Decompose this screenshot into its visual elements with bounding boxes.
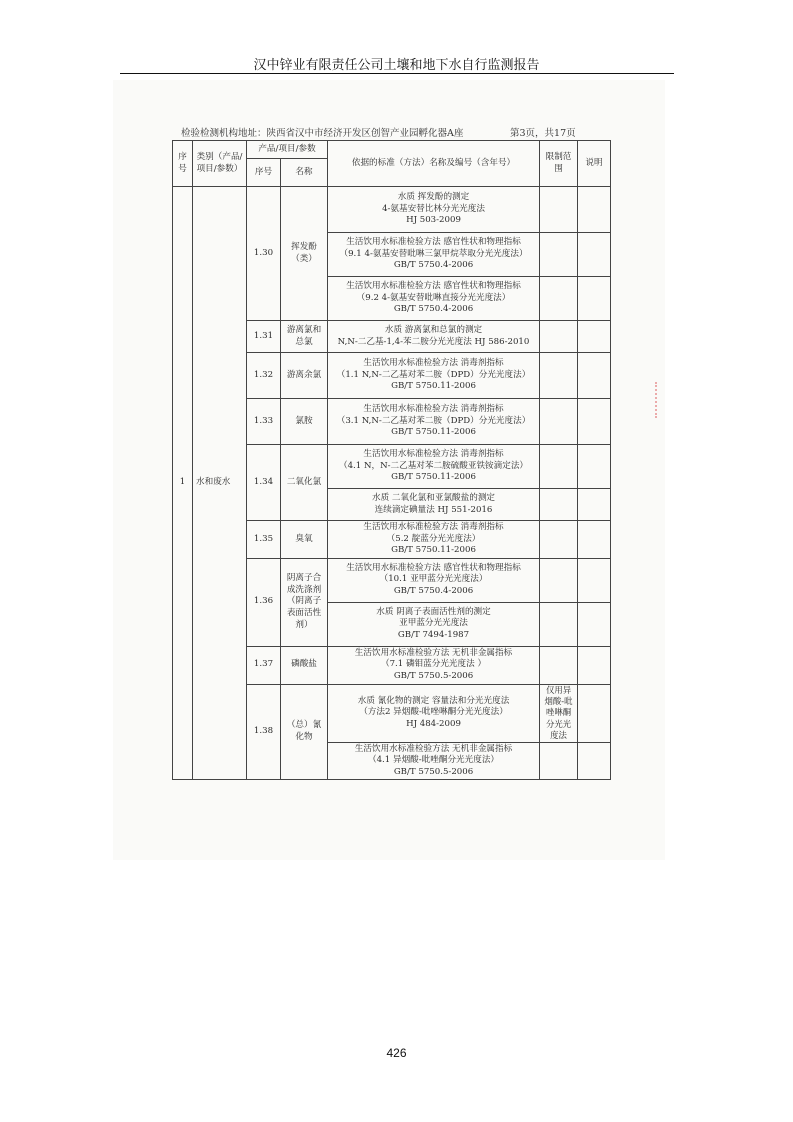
- limit-cell: [540, 742, 578, 780]
- header-category: 类别（产品/项目/参数）: [193, 141, 247, 187]
- standard-line: 生活饮用水标准检验方法 消毒剂指标: [363, 522, 504, 532]
- standard-line: 亚甲蓝分光光度法: [399, 618, 468, 629]
- standard-cell: [328, 521, 540, 559]
- standard-line: GB/T 5750.4-2006: [393, 304, 474, 315]
- standard-line: GB/T 5750.5-2006: [393, 670, 474, 681]
- item-name: 游离氯和总氯: [281, 321, 328, 353]
- limit-cell: [540, 321, 578, 353]
- standard-line: 生活饮用水标准检验方法 感官性状和物理指标: [346, 562, 521, 573]
- standard-cell: [328, 233, 540, 277]
- note-cell: [578, 187, 611, 233]
- standard-cell: [328, 445, 540, 489]
- standard-line: 连续滴定碘量法 HJ 551-2016: [374, 504, 493, 515]
- header-sub-seq: 序号: [247, 159, 281, 187]
- standard-cell: [328, 489, 540, 521]
- limit-cell: [540, 558, 578, 602]
- standard-line: 生活饮用水标准检验方法 感官性状和物理指标: [346, 237, 521, 248]
- org-address-line: 检验检测机构地址：陕西省汉中市经济开发区创智产业园孵化器A座: [181, 128, 464, 139]
- item-number: 1.36: [247, 558, 281, 646]
- item-name: 磷酸盐: [281, 646, 328, 684]
- header-note: 说明: [578, 141, 611, 187]
- item-number: 1.34: [247, 445, 281, 521]
- standard-line: GB/T 5750.5-2006: [393, 766, 474, 777]
- standard-line: （1.1 N,N-二乙基对苯二胺（DPD）分光光度法）: [336, 369, 531, 380]
- standard-cell: [328, 353, 540, 399]
- item-name: （总）氰化物: [281, 684, 328, 780]
- standard-line: 生活饮用水标准检验方法 消毒剂指标: [363, 449, 504, 460]
- note-cell: [578, 521, 611, 559]
- item-number: 1.35: [247, 521, 281, 559]
- limit-cell: [540, 399, 578, 445]
- standard-line: GB/T 5750.11-2006: [391, 472, 476, 483]
- document-header: 汉中锌业有限责任公司土壤和地下水自行监测报告: [253, 58, 540, 73]
- item-number: 1.37: [247, 646, 281, 684]
- page-info: 第3页，共17页: [510, 128, 576, 139]
- note-cell: [578, 445, 611, 489]
- standard-line: GB/T 5750.11-2006: [391, 381, 476, 392]
- standard-cell: [328, 646, 540, 684]
- item-number: 1.32: [247, 353, 281, 399]
- item-name: 挥发酚（类）: [281, 187, 328, 321]
- standard-line: （4.1 异烟酸-吡唑酮分光光度法）: [368, 755, 500, 766]
- limit-cell: [540, 353, 578, 399]
- standard-line: GB/T 5750.4-2006: [393, 260, 474, 271]
- table-row: [173, 187, 611, 233]
- standard-line: 生活饮用水标准检验方法 消毒剂指标: [363, 404, 504, 415]
- note-cell: [578, 353, 611, 399]
- standard-cell: [328, 277, 540, 321]
- standard-line: 水质 氰化物的测定 容量法和分光光度法: [357, 695, 510, 706]
- note-cell: [578, 558, 611, 602]
- seal-mark: [655, 382, 665, 418]
- limit-cell: [540, 602, 578, 646]
- note-cell: [578, 646, 611, 684]
- standard-line: 生活饮用水标准检验方法 感官性状和物理指标: [346, 281, 521, 292]
- header-seq: 序号: [173, 141, 193, 187]
- note-cell: [578, 321, 611, 353]
- table-body: [173, 187, 611, 780]
- item-name: 二氧化氯: [281, 445, 328, 521]
- standard-line: （9.2 4-氨基安替吡啉直接分光光度法）: [356, 292, 511, 303]
- limit-cell: [540, 646, 578, 684]
- note-cell: [578, 742, 611, 780]
- note-cell: [578, 399, 611, 445]
- standard-line: （3.1 N,N-二乙基对苯二胺（DPD）分光光度法）: [336, 415, 531, 426]
- item-number: 1.31: [247, 321, 281, 353]
- standard-cell: [328, 187, 540, 233]
- note-cell: [578, 489, 611, 521]
- standard-cell: [328, 742, 540, 780]
- standard-line: GB/T 5750.11-2006: [391, 427, 476, 438]
- standard-line: 生活饮用水标准检验方法 消毒剂指标: [363, 358, 504, 369]
- item-number: 1.30: [247, 187, 281, 321]
- standard-line: 生活饮用水标准检验方法 无机非金属指标: [354, 647, 513, 658]
- limit-cell: [540, 521, 578, 559]
- category-seq: 1: [173, 187, 193, 780]
- standard-line: （方法2 异烟酸-吡唑啉酮分光光度法）: [359, 707, 508, 718]
- standard-line: 4-氨基安替比林分光光度法: [382, 203, 485, 214]
- standard-cell: [328, 321, 540, 353]
- standard-line: 生活饮用水标准检验方法 无机非金属指标: [354, 743, 513, 754]
- standard-line: （5.2 靛蓝分光光度法）: [386, 533, 481, 544]
- page-number: 426: [386, 1046, 407, 1060]
- header-divider: [120, 73, 674, 74]
- limit-cell: [540, 277, 578, 321]
- header-name: 名称: [281, 159, 328, 187]
- standard-cell: [328, 399, 540, 445]
- standard-line: 水质 挥发酚的测定: [397, 192, 470, 203]
- standard-line: （7.1 磷钼蓝分光光度法 ）: [380, 659, 487, 670]
- standard-line: （9.1 4-氨基安替吡啉三氯甲烷萃取分光光度法）: [339, 248, 528, 259]
- limit-cell: [540, 233, 578, 277]
- header-limit: 限制范围: [540, 141, 578, 187]
- standard-cell: [328, 684, 540, 742]
- standard-line: GB/T 5750.4-2006: [393, 586, 474, 597]
- note-cell: [578, 602, 611, 646]
- standard-line: 水质 二氧化氯和亚氯酸盐的测定: [371, 492, 496, 503]
- item-name: 氯胺: [281, 399, 328, 445]
- header-product-group: 产品/项目/参数: [247, 141, 328, 159]
- standard-line: GB/T 5750.11-2006: [391, 545, 476, 556]
- note-cell: [578, 277, 611, 321]
- standard-line: 水质 阴离子表面活性剂的测定: [376, 606, 491, 617]
- limit-cell: 仅用异烟酸-吡唑啉酮分光光度法: [540, 684, 578, 742]
- standard-line: HJ 484-2009: [406, 718, 461, 729]
- standard-line: HJ 503-2009: [406, 215, 461, 226]
- note-cell: [578, 684, 611, 742]
- item-name: 阴离子合成洗涤剂（阴离子表面活性剂）: [281, 558, 328, 646]
- limit-cell: [540, 187, 578, 233]
- note-cell: [578, 233, 611, 277]
- standard-line: （10.1 亚甲蓝分光光度法）: [379, 574, 488, 585]
- standard-line: 水质 游离氯和总氯的测定: [384, 324, 483, 335]
- limit-cell: [540, 489, 578, 521]
- scope-table: [172, 140, 611, 780]
- header-row: [173, 141, 611, 159]
- item-name: 臭氧: [281, 521, 328, 559]
- item-number: 1.33: [247, 399, 281, 445]
- item-number: 1.38: [247, 684, 281, 780]
- standard-line: GB/T 7494-1987: [397, 630, 470, 641]
- item-name: 游离余氯: [281, 353, 328, 399]
- limit-cell: [540, 445, 578, 489]
- standard-cell: [328, 558, 540, 602]
- standard-line: N,N-二乙基-1,4-苯二胺分光光度法 HJ 586-2010: [337, 336, 530, 347]
- category-name: 水和废水: [193, 187, 247, 780]
- header-standard: 依据的标准（方法）名称及编号（含年号）: [328, 141, 540, 187]
- standard-cell: [328, 602, 540, 646]
- standard-line: （4.1 N，N-二乙基对苯二胺硫酸亚铁铵滴定法）: [339, 460, 529, 471]
